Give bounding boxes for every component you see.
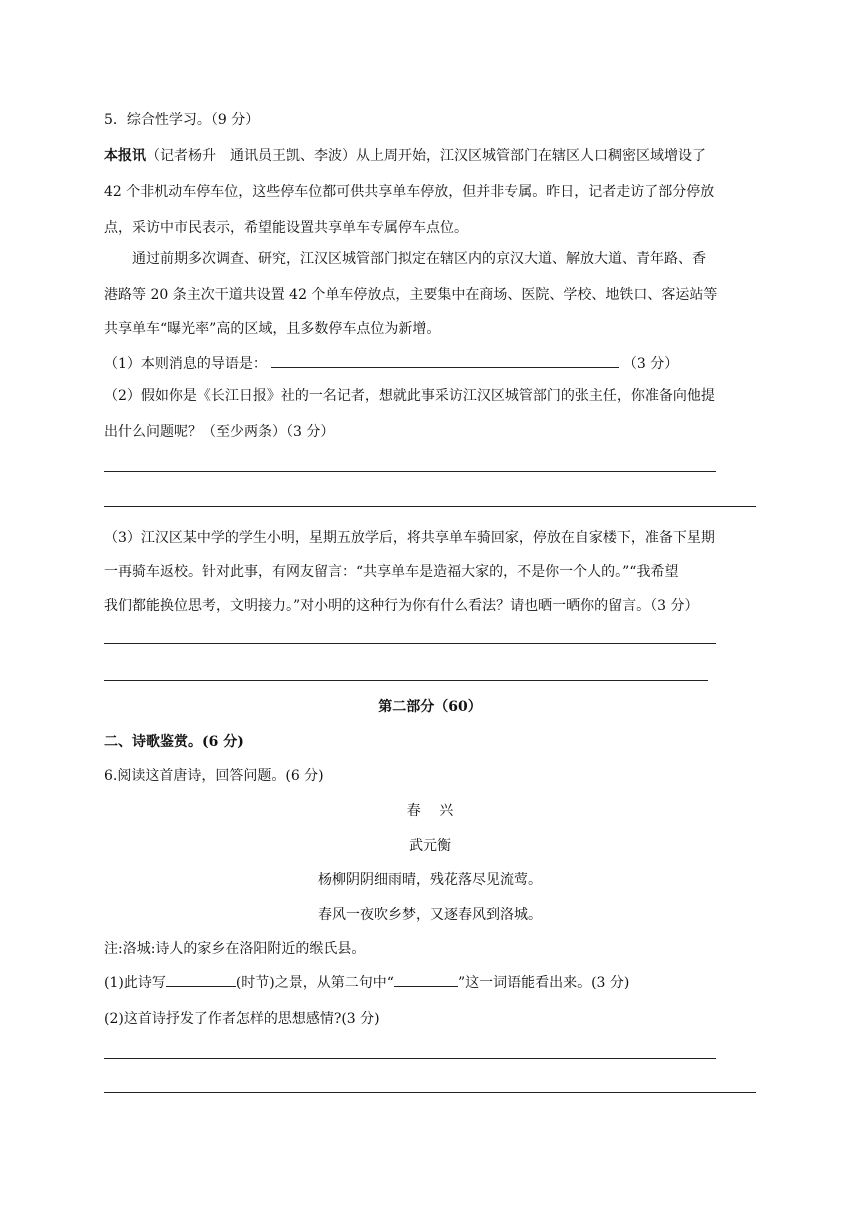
q6-1-prefix: (1)此诗写 <box>104 975 166 991</box>
poem-title: 春 兴 <box>406 803 454 819</box>
answer-line[interactable] <box>104 680 708 681</box>
lead-answer-blank[interactable] <box>271 367 619 368</box>
para2-line-3: 共享单车“曝光率”高的区域，且多数停车点位为新增。 <box>104 321 441 337</box>
sub3-line-1: （3）江汉区某中学的学生小明，星期五放学后，将共享单车骑回家，停放在自家楼下，准备下星期 <box>104 530 715 546</box>
news-lead-bold: 本报讯 <box>104 148 146 164</box>
answer-line[interactable] <box>104 643 716 644</box>
season-answer-blank[interactable] <box>166 986 236 987</box>
sub3-line-3: 我们都能换位思考，文明接力。”对小明的这种行为你有什么看法？请也晒一晒你的留言。（3 分） <box>104 598 699 614</box>
part-two-heading: 第二部分（60） <box>378 699 482 715</box>
poem-author: 武元衡 <box>409 838 451 854</box>
para2-line-2: 港路等 20 条主次干道共设置 42 个单车停放点，主要集中在商场、医院、学校、地铁口、客运站等 <box>104 287 718 303</box>
section-poetry-title: 二、诗歌鉴赏。(6 分) <box>104 734 244 750</box>
sub1-prefix: （1）本则消息的导语是： <box>104 356 267 372</box>
poem-line-2: 春风一夜吹乡梦，又逐春风到洛城。 <box>318 907 542 923</box>
news-line-3: 点，采访中市民表示，希望能设置共享单车专属停车点位。 <box>104 220 468 236</box>
answer-line[interactable] <box>104 1058 716 1059</box>
answer-line[interactable] <box>104 471 716 472</box>
news-line-2: 42 个非机动车停车位，这些停车位都可供共享单车停放，但并非专属。昨日，记者走访了部分停放 <box>104 184 715 200</box>
q6-1-middle: (时节)之景，从第二句中“ <box>235 975 394 991</box>
q6-sub-1 <box>104 973 629 993</box>
sub1-score: （3 分） <box>622 356 679 372</box>
answer-line[interactable] <box>104 1092 756 1093</box>
news-line-1 <box>104 146 706 166</box>
q6-title: 6.阅读这首唐诗，回答问题。(6 分) <box>104 768 324 784</box>
sub-question-1 <box>104 354 678 374</box>
word-answer-blank[interactable] <box>394 986 458 987</box>
sub2-line-1: （2）假如你是《长江日报》社的一名记者，想就此事采访江汉区城管部门的张主任，你准备向他提 <box>104 388 715 404</box>
answer-line[interactable] <box>104 506 756 507</box>
q6-1-suffix: ”这一词语能看出来。(3 分) <box>457 975 630 991</box>
q5-title: 5．综合性学习。（9 分） <box>104 112 260 128</box>
poem-line-1: 杨柳阴阴细雨晴，残花落尽见流莺。 <box>318 872 542 888</box>
q6-sub-2: (2)这首诗抒发了作者怎样的思想感情?(3 分) <box>104 1011 380 1027</box>
sub3-line-2: 一再骑车返校。针对此事，有网友留言：“共享单车是造福大家的，不是你一个人的。”“我希望 <box>104 564 679 580</box>
news-line-1-rest: （记者杨升 通讯员王凯、李波）从上周开始，江汉区城管部门在辖区人口稠密区域增设了 <box>146 148 706 164</box>
poem-note: 注:洛城:诗人的家乡在洛阳附近的缑氏县。 <box>104 941 366 957</box>
para2-line-1: 通过前期多次调查、研究，江汉区城管部门拟定在辖区内的京汉大道、解放大道、青年路、香 <box>132 251 706 267</box>
sub2-line-2: 出什么问题呢？（至少两条）（3 分） <box>104 424 335 440</box>
